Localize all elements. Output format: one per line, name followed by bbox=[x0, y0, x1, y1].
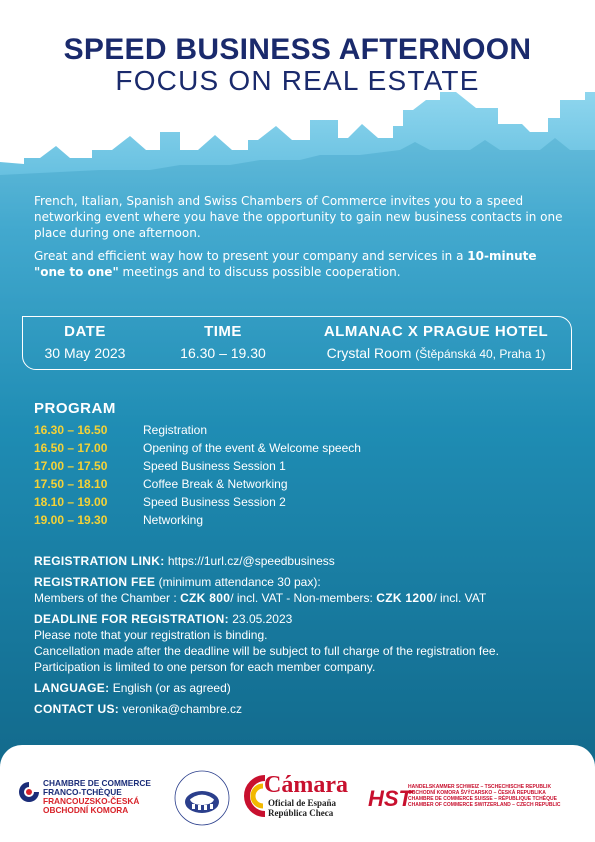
program-time: 17.00 – 17.50 bbox=[34, 459, 108, 473]
program-time: 16.50 – 17.00 bbox=[34, 441, 108, 455]
intro-paragraph-2 bbox=[34, 248, 564, 280]
fee-members-price: CZK 800 bbox=[180, 591, 231, 605]
ccft-text bbox=[43, 779, 151, 815]
contact-line bbox=[34, 701, 574, 717]
camara-name: Cámara bbox=[264, 772, 348, 798]
registration-fee-line bbox=[34, 574, 574, 590]
program-desc: Opening of the event & Welcome speech bbox=[143, 441, 361, 455]
venue-address: (Štěpánská 40, Praha 1) bbox=[415, 347, 546, 361]
date-value: 30 May 2023 bbox=[44, 345, 126, 361]
event-date bbox=[25, 323, 145, 363]
hst-line-3: CHAMBRE DE COMMERCE SUISSE – RÉPUBLIQUE TCHÈQUE bbox=[408, 796, 557, 802]
venue-room: Crystal Room bbox=[326, 345, 412, 361]
program-time: 16.30 – 16.50 bbox=[34, 423, 108, 437]
contact-email[interactable]: veronika@chambre.cz bbox=[119, 702, 242, 716]
camara-logo bbox=[245, 772, 355, 822]
program-time: 18.10 – 19.00 bbox=[34, 495, 108, 509]
page-subtitle: FOCUS ON REAL ESTATE bbox=[115, 65, 480, 96]
registration-fee-label: REGISTRATION FEE bbox=[34, 575, 156, 589]
fee-nonmembers-price: CZK 1200 bbox=[376, 591, 434, 605]
intro-paragraph-1: French, Italian, Spanish and Swiss Chambers of Commerce invites you to a speed networking event where you have the opportunity to gain new business contacts in one place during one afternoon. bbox=[34, 194, 563, 240]
fee-members-text: Members of the Chamber : bbox=[34, 591, 181, 605]
hst-line-2: OBCHODNÍ KOMORA ŠVÝCARSKO – ČESKÁ REPUBLIKA bbox=[408, 790, 546, 796]
event-venue bbox=[303, 323, 569, 364]
program-list bbox=[34, 421, 554, 529]
program-row bbox=[34, 475, 554, 493]
program-desc: Registration bbox=[143, 423, 208, 437]
hst-line-1: HANDELSKAMMER SCHWEIZ – TSCHECHISCHE REPUBLIK bbox=[408, 784, 552, 790]
registration-link-line bbox=[34, 553, 574, 569]
program-time: 17.50 – 18.10 bbox=[34, 477, 108, 491]
intro-paragraph-2-pre: Great and efficient way how to present your company and services in a bbox=[34, 249, 468, 263]
program-title: PROGRAM bbox=[34, 400, 116, 417]
program-desc: Coffee Break & Networking bbox=[143, 477, 288, 491]
intro-paragraph-2-bold: 10-minute "one to one" bbox=[34, 249, 537, 279]
date-label: DATE bbox=[64, 323, 106, 340]
hst-text bbox=[408, 784, 561, 808]
cancellation-note: Cancellation made after the deadline will be subject to full charge of the registration fee. bbox=[34, 644, 499, 658]
intro-text bbox=[34, 193, 564, 288]
italian-chamber-seal-icon bbox=[172, 768, 232, 828]
registration-link[interactable]: https://1url.cz/@speedbusiness bbox=[164, 554, 335, 568]
time-label: TIME bbox=[204, 323, 242, 340]
ccft-line-4: OBCHODNÍ KOMORA bbox=[43, 805, 129, 815]
language-value: English (or as agreed) bbox=[109, 681, 231, 695]
fee-vat-text: / incl. VAT bbox=[433, 591, 487, 605]
program-row bbox=[34, 457, 554, 475]
registration-link-label: REGISTRATION LINK: bbox=[34, 554, 165, 568]
registration-fee-prices bbox=[34, 590, 574, 606]
participation-note: Participation is limited to one person for each member company. bbox=[34, 660, 376, 674]
hst-emblem-icon bbox=[366, 784, 412, 811]
program-time: 19.00 – 19.30 bbox=[34, 513, 108, 527]
program-desc: Speed Business Session 2 bbox=[143, 495, 286, 509]
deadline-value: 23.05.2023 bbox=[228, 612, 293, 626]
program-row bbox=[34, 439, 554, 457]
program-desc: Networking bbox=[143, 513, 204, 527]
venue-label: ALMANAC X PRAGUE HOTEL bbox=[323, 323, 549, 340]
event-details-box bbox=[22, 316, 572, 370]
program-desc: Speed Business Session 1 bbox=[143, 459, 286, 473]
language-label: LANGUAGE: bbox=[34, 681, 110, 695]
camara-sub-1: Oficial de España bbox=[268, 798, 337, 808]
intro-paragraph-2-post: meetings and to discuss possible cooperation. bbox=[118, 265, 401, 279]
deadline-line bbox=[34, 611, 574, 627]
ccft-logo bbox=[17, 776, 157, 824]
header bbox=[0, 34, 595, 96]
program-row bbox=[34, 493, 554, 511]
ccft-line-3: FRANCOUZSKO-ČESKÁ bbox=[43, 796, 140, 806]
fee-nonmembers-text: / incl. VAT - Non-members: bbox=[230, 591, 377, 605]
camara-sub bbox=[268, 798, 336, 818]
ccft-line-1: CHAMBRE DE COMMERCE bbox=[43, 778, 151, 788]
contact-label: CONTACT US: bbox=[34, 702, 120, 716]
program-row bbox=[34, 511, 554, 529]
ccft-emblem-icon bbox=[17, 780, 41, 804]
ccft-line-2: FRANCO-TCHÈQUE bbox=[43, 787, 122, 797]
registration-fee-note: (minimum attendance 30 pax): bbox=[155, 575, 321, 589]
binding-note: Please note that your registration is binding. bbox=[34, 628, 268, 642]
time-value: 16.30 – 19.30 bbox=[180, 345, 266, 361]
page-title: SPEED BUSINESS AFTERNOON bbox=[63, 33, 532, 66]
hst-line-4: CHAMBER OF COMMERCE SWITZERLAND – CZECH REPUBLIC bbox=[408, 802, 561, 808]
language-line bbox=[34, 680, 574, 696]
venue-value bbox=[303, 343, 569, 364]
registration-info bbox=[34, 553, 574, 717]
program-row bbox=[34, 421, 554, 439]
camara-sub-2: República Checa bbox=[268, 808, 334, 818]
hst-logo bbox=[366, 782, 581, 812]
svg-text:HST: HST bbox=[368, 786, 412, 811]
event-time bbox=[153, 323, 293, 363]
deadline-label: DEADLINE FOR REGISTRATION: bbox=[34, 612, 229, 626]
